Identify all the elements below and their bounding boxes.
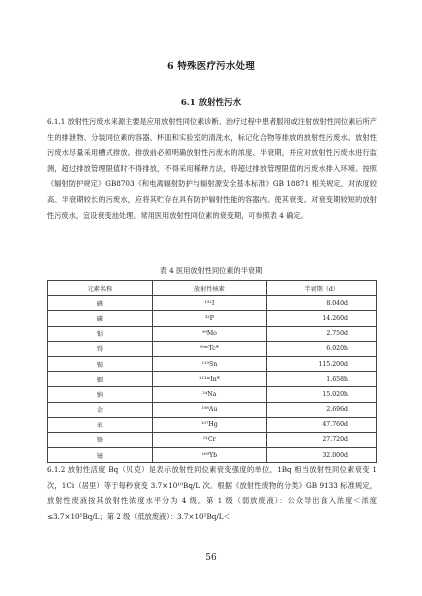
paragraph-6-1-1: 6.1.1 放射性污废水来源主要是应用放射性同位素诊断、治疗过程中患者服用或注射放射性同位素后所产生的排泄物、分装同位素的容器、杯皿和实验室的清洗水，标记化合物等排放的放射性污废水。放射性污废水尽量采用槽式排放。排放前必须明确放射性污废水的浓度、半衰期，并应对放射性污废水进行监测，超过排放管理限值时不得排放，不得采用稀释方法，将超过排放管理限值的污废水排入环境。按照《辐射防护规定》GB8703《和电离辐射防护与辐射源安全基本标准》GB 18871 相关规定，对浓度较高、半衰期较长的污废水，应将其贮存在具有防护辐射性能的容器内。使其衰变。对衰变期较短的放射性污废水，宜设衰变池处理。常用医用放射性同位素的衰变期，可参照表 4 确定。 [47,117,377,220]
cell-half-life: 2.750d [267,326,377,341]
cell-nuclide: ¹⁹⁸Au [152,402,267,417]
table-header-row [48,281,377,296]
cell-nuclide: ¹³¹I [152,296,267,311]
cell-nuclide: ⁹⁹ᵐTc* [152,341,267,356]
table-row [48,387,377,402]
cell-element: 碘 [48,296,153,311]
table-row [48,402,377,417]
cell-half-life: 15.020h [267,387,377,402]
cell-half-life: 2.696d [267,402,377,417]
cell-half-life: 27.720d [267,432,377,447]
cell-nuclide: ¹¹³ᵐIn* [152,372,267,387]
table-title: 表 4 医用放射性同位素的半衰期 [159,266,263,275]
cell-nuclide: ¹¹³Sn [152,356,267,371]
cell-nuclide: ³²P [152,311,267,326]
chapter-title: 6 特殊医疗污水处理 [167,61,255,72]
cell-nuclide: ²⁴Na [152,387,267,402]
cell-half-life: 1.658h [267,372,377,387]
cell-half-life: 14.260d [267,311,377,326]
table-row [48,341,377,356]
cell-element: 锝 [48,341,153,356]
section-title: 6.1 放射性污水 [180,98,242,108]
cell-element: 钼 [48,326,153,341]
table-row [48,356,377,371]
table-row [48,311,377,326]
cell-element: 铟 [48,372,153,387]
header-half-life: 半衰期（d） [267,281,377,296]
cell-half-life: 8.040d [267,296,377,311]
cell-nuclide: ¹⁶⁹Yb [152,448,267,463]
cell-half-life: 115.200d [267,356,377,371]
cell-element: 金 [48,402,153,417]
isotope-half-life-table [47,280,377,463]
cell-element: 镱 [48,448,153,463]
table-row [48,326,377,341]
table-row [48,432,377,447]
table-row [48,417,377,432]
cell-element: 锡 [48,356,153,371]
cell-nuclide: ⁵¹Cr [152,432,267,447]
page-number: 56 [205,553,217,563]
cell-half-life: 32.000d [267,448,377,463]
cell-half-life: 47.760d [267,417,377,432]
cell-element: 磷 [48,311,153,326]
table-row [48,296,377,311]
cell-element: 铬 [48,432,153,447]
cell-nuclide: ¹⁹⁷Hg [152,417,267,432]
cell-element: 汞 [48,417,153,432]
cell-nuclide: ⁹⁹Mo [152,326,267,341]
table-row [48,448,377,463]
table-row [48,372,377,387]
header-nuclide: 放射性核素 [152,281,267,296]
header-element-name: 元素名称 [48,281,153,296]
cell-half-life: 6.020h [267,341,377,356]
paragraph-6-1-2: 6.1.2 放射性活度 Bq（贝克）是表示放射性同位素衰变强度的单位，1Bq 相当放射性同位素衰变 1 次，1Ci（居里）等于每秒衰变 3.7×10¹⁰Bq/L 次。根据《放射性废物的分类》GB 9133 标准规定，放射性废液按其放射性浓度水平分为 4 级。第 1 级（弱放废液）：公众导出食入浓度＜浓度≤3.7×10⁵Bq/L；第 2 级（低放废液）：3.7×10⁵Bq/L＜ [47,465,377,521]
cell-element: 钠 [48,387,153,402]
